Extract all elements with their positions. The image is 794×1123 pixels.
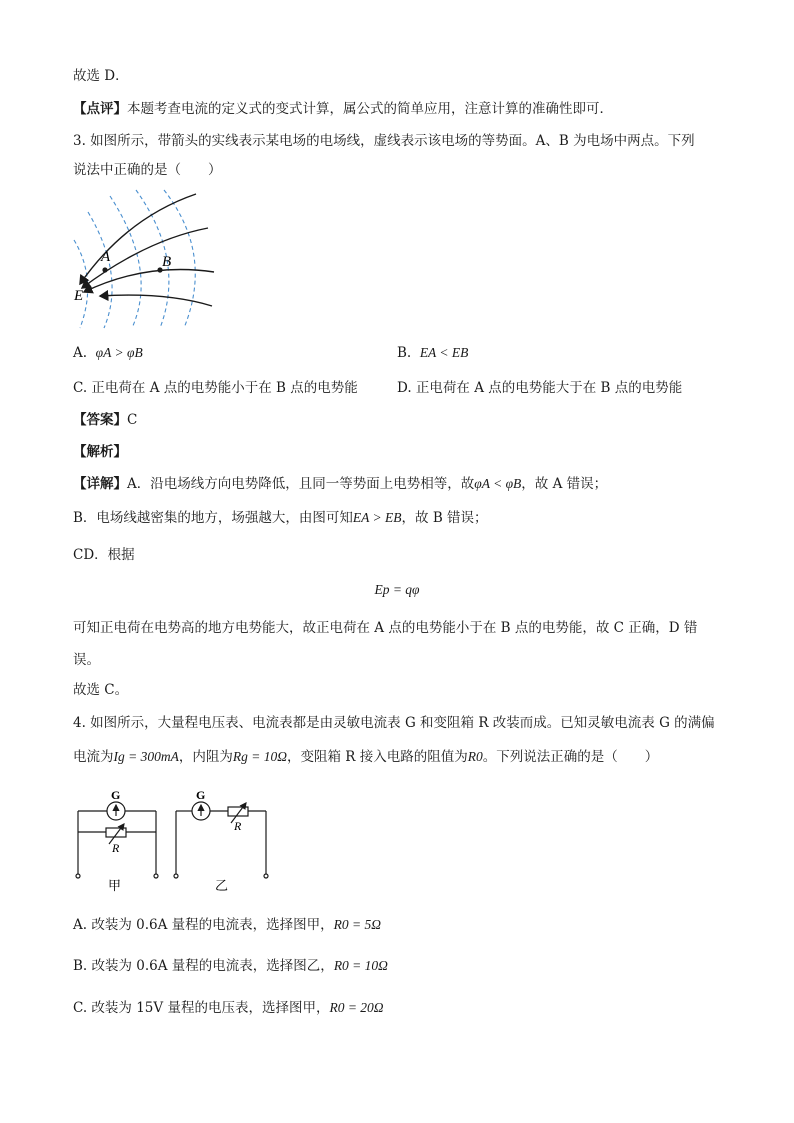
q3-field-diagram	[66, 188, 226, 333]
point-a	[102, 267, 107, 272]
g-label-jia: G	[111, 788, 121, 802]
q3-answer-line	[73, 410, 137, 430]
q3-option-c[interactable]: C. 正电荷在 A 点的电势能小于在 B 点的电势能	[73, 380, 358, 396]
q3-conclusion: 故选 C。	[73, 682, 129, 698]
q3-option-a[interactable]: A. φA > φB	[73, 345, 143, 361]
prev-conclusion: 故选 D．	[73, 68, 129, 84]
q3-option-d[interactable]: D. 正电荷在 A 点的电势能大于在 B 点的电势能	[397, 380, 683, 396]
circuit-yi	[174, 802, 268, 878]
energy-formula: Ep = qφ	[374, 582, 420, 597]
q3-stem-line2: 说法中正确的是（ ）	[73, 162, 222, 178]
detail-line-1: 【详解】A．沿电场线方向电势降低，且同一等势面上电势相等，故φA < φB，故 A 错误；	[73, 476, 608, 492]
equipotential-1	[74, 240, 88, 328]
comment-text: 本题考查电流的定义式的变式计算，属公式的简单应用，注意计算的准确性即可．	[127, 101, 613, 117]
q4-stem-line1: 4. 如图所示，大量程电压表、电流表都是由灵敏电流表 G 和变阻箱 R 改装而成。已知灵敏电流表 G 的满偏	[73, 715, 715, 731]
q4-option-a[interactable]: A. 改装为 0.6A 量程的电流表，选择图甲，R0 = 5Ω	[73, 917, 382, 933]
answer-tag: 【答案】	[73, 412, 127, 428]
q3-stem-line1: 3. 如图所示，带箭头的实线表示某电场的电场线，虚线表示该电场的等势面。A、B 为电场中两点。下列	[73, 133, 695, 149]
detail-tag: 【详解】	[73, 476, 127, 492]
label-a: A	[101, 249, 111, 265]
q4-option-b[interactable]: B. 改装为 0.6A 量程的电流表，选择图乙，R0 = 10Ω	[73, 958, 388, 974]
g-label-yi: G	[196, 788, 206, 802]
r-label-yi: R	[234, 819, 242, 833]
detail-line-3: CD．根据	[73, 547, 135, 563]
comment-line	[73, 99, 613, 119]
q4-stem-line2: 电流为Ig = 300mA，内阻为Rg = 10Ω，变阻箱 R 接入电路的阻值为R0。下列说法正确的是（ ）	[73, 749, 659, 765]
detail-line-2: B．电场线越密集的地方，场强越大，由图可知EA > EB，故 B 错误；	[73, 510, 488, 526]
analysis-tag: 【解析】	[73, 444, 127, 460]
field-line-1	[80, 194, 196, 284]
label-b: B	[162, 254, 172, 270]
detail-line-5: 误。	[73, 652, 100, 668]
equipotential-3	[110, 196, 141, 328]
caption-jia: 甲	[108, 878, 122, 893]
caption-yi: 乙	[215, 878, 229, 893]
q4-circuit-diagram	[68, 784, 278, 894]
q4-option-c[interactable]: C. 改装为 15V 量程的电压表，选择图甲，R0 = 20Ω	[73, 1000, 384, 1016]
r-label-jia: R	[112, 841, 120, 855]
detail-line-4: 可知正电荷在电势高的地方电势能大，故正电荷在 A 点的电势能小于在 B 点的电势能，故 C 正确，D 错	[73, 620, 698, 636]
comment-tag: 【点评】	[73, 101, 127, 117]
answer-value: C	[127, 412, 138, 428]
circuit-jia	[76, 802, 158, 878]
field-line-4	[100, 295, 212, 306]
label-e: E	[74, 288, 84, 304]
q3-option-b[interactable]: B. EA < EB	[397, 345, 469, 361]
